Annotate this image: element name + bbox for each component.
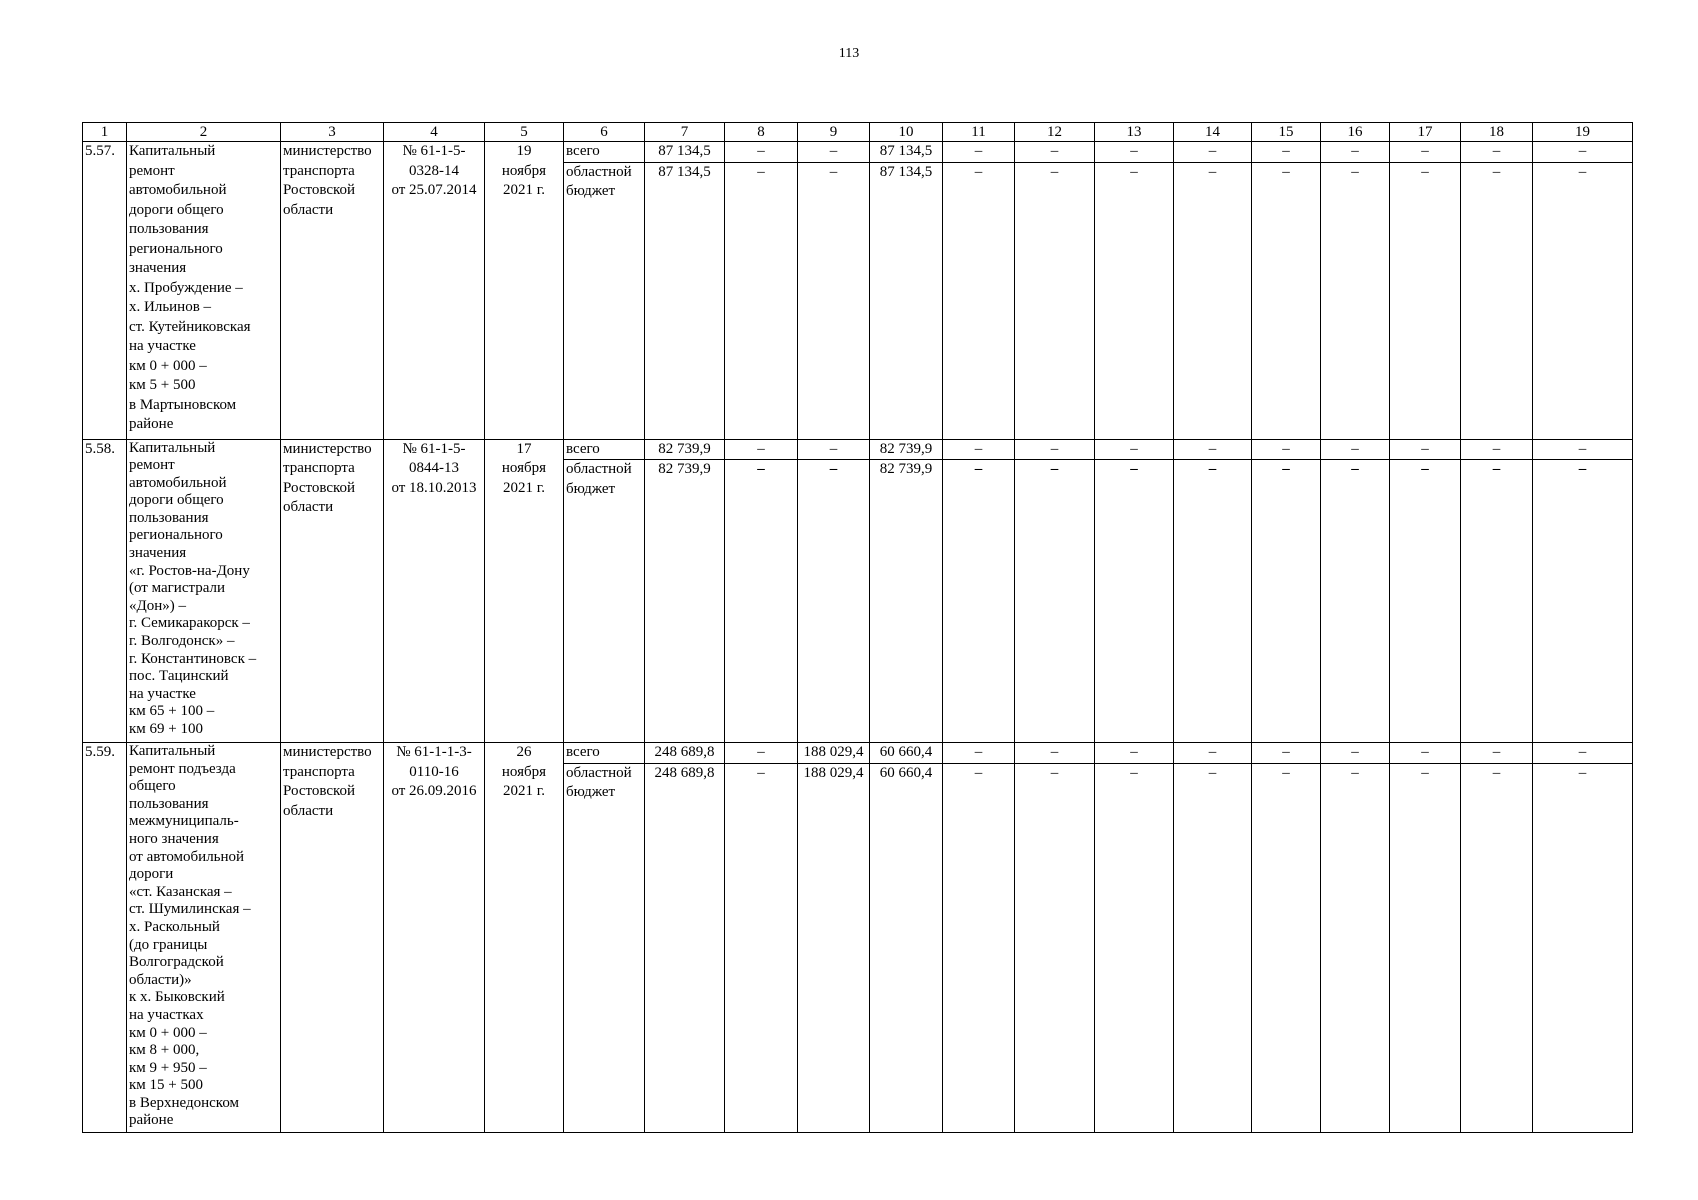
col-header: 12 (1015, 123, 1095, 142)
col-header: 18 (1461, 123, 1533, 142)
value-cell: 87 134,5 (870, 142, 943, 163)
customer: министерство транспорта Ростовской области (281, 743, 384, 1133)
table-row (83, 743, 1633, 764)
value-cell: – (1095, 439, 1174, 460)
value-cell: – (1174, 460, 1252, 743)
completion-date: 17 ноября 2021 г. (485, 439, 564, 743)
value-cell: – (1015, 460, 1095, 743)
table-row (83, 142, 1633, 163)
value-cell: – (943, 460, 1015, 743)
value-cell: 82 739,9 (870, 460, 943, 743)
value-cell: – (1321, 142, 1390, 163)
value-cell: – (1252, 763, 1321, 1132)
value-cell: – (1252, 743, 1321, 764)
value-cell: 87 134,5 (645, 162, 725, 439)
expertise-doc: № 61-1-5- 0844-13 от 18.10.2013 (384, 439, 485, 743)
value-cell: 60 660,4 (870, 763, 943, 1132)
customer: министерство транспорта Ростовской области (281, 142, 384, 440)
col-header: 8 (725, 123, 798, 142)
value-cell: – (1015, 743, 1095, 764)
value-cell: – (1321, 763, 1390, 1132)
value-cell: – (1461, 142, 1533, 163)
header-row (83, 123, 1633, 142)
value-cell: 82 739,9 (870, 439, 943, 460)
funding-source: областной бюджет (564, 763, 645, 1132)
col-header: 4 (384, 123, 485, 142)
value-cell: – (798, 142, 870, 163)
value-cell: – (1095, 162, 1174, 439)
value-cell: – (725, 763, 798, 1132)
value-cell: – (1252, 142, 1321, 163)
col-header: 13 (1095, 123, 1174, 142)
value-cell: – (943, 439, 1015, 460)
value-cell: – (1015, 763, 1095, 1132)
completion-date: 19 ноября 2021 г. (485, 142, 564, 440)
value-cell: – (943, 743, 1015, 764)
value-cell: – (1390, 743, 1461, 764)
col-header: 1 (83, 123, 127, 142)
col-header: 5 (485, 123, 564, 142)
value-cell: – (1015, 162, 1095, 439)
col-header: 10 (870, 123, 943, 142)
value-cell: – (1533, 743, 1633, 764)
value-cell: – (1015, 439, 1095, 460)
value-cell: – (1252, 439, 1321, 460)
value-cell: – (943, 763, 1015, 1132)
col-header: 6 (564, 123, 645, 142)
value-cell: – (725, 460, 798, 743)
value-cell: – (1390, 142, 1461, 163)
funding-source: всего (564, 439, 645, 460)
table-row (83, 439, 1633, 460)
value-cell: – (1321, 439, 1390, 460)
value-cell: – (1533, 460, 1633, 743)
funding-source: областной бюджет (564, 162, 645, 439)
expertise-doc: № 61-1-1-3- 0110-16 от 26.09.2016 (384, 743, 485, 1133)
col-header: 9 (798, 123, 870, 142)
value-cell: – (1390, 763, 1461, 1132)
value-cell: – (1095, 460, 1174, 743)
value-cell: – (725, 743, 798, 764)
value-cell: – (1461, 162, 1533, 439)
value-cell: – (1252, 162, 1321, 439)
value-cell: – (1533, 763, 1633, 1132)
budget-table (82, 122, 1633, 1133)
value-cell: – (1015, 142, 1095, 163)
value-cell: – (1321, 460, 1390, 743)
value-cell: – (1095, 142, 1174, 163)
value-cell: – (1533, 142, 1633, 163)
value-cell: – (725, 439, 798, 460)
value-cell: 188 029,4 (798, 743, 870, 764)
value-cell: – (798, 162, 870, 439)
col-header: 19 (1533, 123, 1633, 142)
value-cell: – (1390, 460, 1461, 743)
col-header: 15 (1252, 123, 1321, 142)
row-number: 5.57. (83, 142, 127, 440)
value-cell: – (1461, 460, 1533, 743)
funding-source: всего (564, 142, 645, 163)
col-header: 2 (127, 123, 281, 142)
value-cell: – (1321, 743, 1390, 764)
value-cell: – (943, 142, 1015, 163)
value-cell: 188 029,4 (798, 763, 870, 1132)
expertise-doc: № 61-1-5- 0328-14 от 25.07.2014 (384, 142, 485, 440)
value-cell: – (798, 439, 870, 460)
col-header: 16 (1321, 123, 1390, 142)
row-number: 5.58. (83, 439, 127, 743)
completion-date: 26 ноября 2021 г. (485, 743, 564, 1133)
value-cell: – (1390, 439, 1461, 460)
value-cell: – (1174, 763, 1252, 1132)
value-cell: – (798, 460, 870, 743)
object-name: Капитальный ремонт автомобильной дороги общего пользования регионального значения х. Пробуждение – х. Ильинов – ст. Кутейниковская на участке км 0 + 000 – км 5 + 500 в Мартыновском районе (127, 142, 281, 440)
value-cell: – (725, 162, 798, 439)
col-header: 11 (943, 123, 1015, 142)
value-cell: – (1174, 439, 1252, 460)
value-cell: – (1390, 162, 1461, 439)
value-cell: 248 689,8 (645, 743, 725, 764)
row-number: 5.59. (83, 743, 127, 1133)
value-cell: – (1095, 763, 1174, 1132)
col-header: 7 (645, 123, 725, 142)
value-cell: – (1461, 763, 1533, 1132)
value-cell: – (1174, 162, 1252, 439)
value-cell: 82 739,9 (645, 439, 725, 460)
value-cell: – (725, 142, 798, 163)
value-cell: – (1461, 439, 1533, 460)
value-cell: – (1174, 743, 1252, 764)
object-name: Капитальный ремонт автомобильной дороги общего пользования регионального значения «г. Ростов-на-Дону (от магистрали «Дон») – г. Семикаракорск – г. Волгодонск» – г. Константиновск – пос. Тацинский на участке км 65 + 100 – км 69 + 100 (127, 439, 281, 743)
col-header: 3 (281, 123, 384, 142)
value-cell: – (1252, 460, 1321, 743)
value-cell: 60 660,4 (870, 743, 943, 764)
value-cell: – (1321, 162, 1390, 439)
page-number: 113 (838, 46, 860, 61)
value-cell: – (1533, 162, 1633, 439)
customer: министерство транспорта Ростовской области (281, 439, 384, 743)
value-cell: 87 134,5 (645, 142, 725, 163)
col-header: 14 (1174, 123, 1252, 142)
value-cell: – (1095, 743, 1174, 764)
object-name: Капитальный ремонт подъезда общего пользования межмуниципаль- ного значения от автомобильной дороги «ст. Казанская – ст. Шумилинская – х. Раскольный (до границы Волгоградской области)» к х. Быковский на участках км 0 + 000 – км 8 + 000, км 9 + 950 – км 15 + 500 в Верхнедонском районе (127, 743, 281, 1133)
value-cell: – (1533, 439, 1633, 460)
funding-source: всего (564, 743, 645, 764)
value-cell: 248 689,8 (645, 763, 725, 1132)
value-cell: – (943, 162, 1015, 439)
funding-source: областной бюджет (564, 460, 645, 743)
col-header: 17 (1390, 123, 1461, 142)
value-cell: – (1461, 743, 1533, 764)
value-cell: 82 739,9 (645, 460, 725, 743)
value-cell: 87 134,5 (870, 162, 943, 439)
value-cell: – (1174, 142, 1252, 163)
